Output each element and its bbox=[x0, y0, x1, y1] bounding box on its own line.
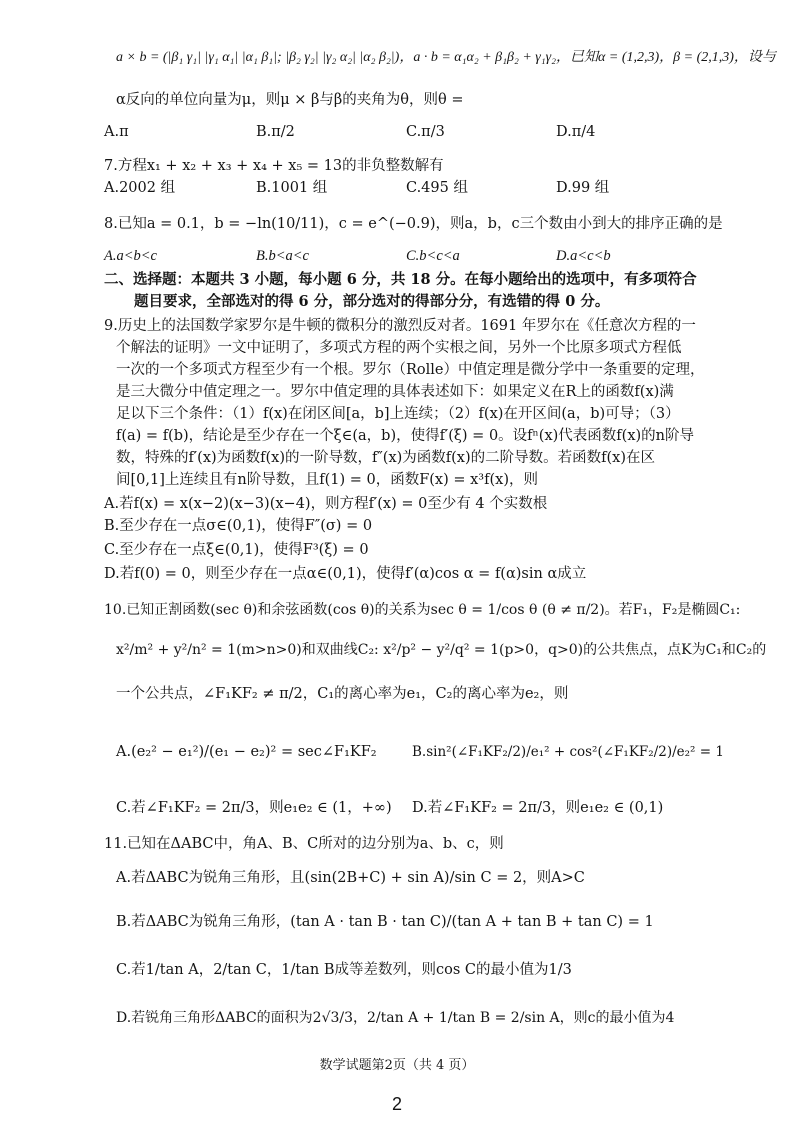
q8-option-c: C.b<c<a bbox=[406, 248, 460, 264]
q8-option-b: B.b<a<c bbox=[256, 248, 309, 264]
q8-option-a: A.a<b<c bbox=[104, 248, 157, 264]
q9-line-1: 9.历史上的法国数学家罗尔是牛顿的微积分的激烈反对者。1691 年罗尔在《任意次方程的一 bbox=[104, 318, 696, 334]
q9-option-a: A.若f(x) = x(x−2)(x−3)(x−4)，则方程f′(x) = 0至少有 4 个实数根 bbox=[104, 496, 548, 512]
q7-stem: 7.方程x₁ + x₂ + x₃ + x₄ + x₅ = 13的非负整数解有 bbox=[104, 158, 444, 174]
q9-option-c: C.至少存在一点ξ∈(0,1)，使得F³(ξ) = 0 bbox=[104, 542, 369, 558]
q6-option-d: D.π/4 bbox=[556, 124, 596, 140]
q9-line-3: 一次的一个多项式方程至少有一个根。罗尔（Rolle）中值定理是微分学中一条重要的定理， bbox=[116, 362, 705, 378]
q6-definition-line: a × b = (|β₁ γ₁| |γ₁ α₁| |α₁ β₁|; |β₂ γ₂| |γ₂ α₂| |α₂ β₂|)，a · b = α₁α₂ + β₁β₂ + γ₁γ₂，已知α = (1,2,3)，β = (2,1,3)，设与 bbox=[116, 50, 776, 65]
q7-option-a: A.2002 组 bbox=[104, 180, 176, 196]
section2-header-line2: 题目要求，全部选对的得 6 分，部分选对的得部分分，有选错的得 0 分。 bbox=[134, 293, 610, 310]
q11-option-a: A.若ΔABC为锐角三角形，且(sin(2B+C) + sin A)/sin C = 2，则A>C bbox=[116, 870, 585, 886]
q8-option-d: D.a<c<b bbox=[556, 248, 611, 264]
q6-option-b: B.π/2 bbox=[256, 124, 295, 140]
q11-option-d: D.若锐角三角形ΔABC的面积为2√3/3，2/tan A + 1/tan B = 2/sin A，则c的最小值为4 bbox=[116, 1010, 675, 1026]
q11-option-c: C.若1/tan A，2/tan C，1/tan B成等差数列，则cos C的最小值为1/3 bbox=[116, 962, 572, 978]
q10-line-1: 10.已知正割函数(sec θ)和余弦函数(cos θ)的关系为sec θ = 1/cos θ (θ ≠ π/2)。若F₁，F₂是椭圆C₁: bbox=[104, 602, 741, 618]
q9-line-8: 间[0,1]上连续且有n阶导数，且f(1) = 0，函数F(x) = x³f(x)，则 bbox=[116, 472, 538, 488]
q9-option-d: D.若f(0) = 0，则至少存在一点α∈(0,1)，使得f′(α)cos α = f(α)sin α成立 bbox=[104, 566, 587, 582]
q7-option-d: D.99 组 bbox=[556, 180, 610, 196]
q6-option-a: A.π bbox=[104, 124, 129, 140]
q10-option-d: D.若∠F₁KF₂ = 2π/3，则e₁e₂ ∈ (0,1) bbox=[412, 800, 664, 816]
q10-option-b: B.sin²(∠F₁KF₂/2)/e₁² + cos²(∠F₁KF₂/2)/e₂² = 1 bbox=[412, 744, 724, 760]
q6-stem-line: α反向的单位向量为μ，则μ × β与β的夹角为θ，则θ = bbox=[116, 92, 464, 108]
q6-option-c: C.π/3 bbox=[406, 124, 445, 140]
q9-line-4: 是三大微分中值定理之一。罗尔中值定理的具体表述如下：如果定义在R上的函数f(x)满 bbox=[116, 384, 674, 400]
q7-option-c: C.495 组 bbox=[406, 180, 468, 196]
q7-option-b: B.1001 组 bbox=[256, 180, 328, 196]
q9-option-b: B.至少存在一点σ∈(0,1)，使得F″(σ) = 0 bbox=[104, 518, 373, 534]
q11-option-b: B.若ΔABC为锐角三角形，(tan A · tan B · tan C)/(tan A + tan B + tan C) = 1 bbox=[116, 914, 654, 930]
section2-header-line1: 二、选择题：本题共 3 小题，每小题 6 分，共 18 分。在每小题给出的选项中，有多项符合 bbox=[104, 271, 697, 288]
page-footer: 数学试题第2页（共 4 页） bbox=[319, 1058, 475, 1073]
q9-line-5: 足以下三个条件：（1）f(x)在闭区间[a，b]上连续；（2）f(x)在开区间(a，b)可导；（3） bbox=[116, 406, 680, 422]
q10-line-2: x²/m² + y²/n² = 1(m>n>0)和双曲线C₂: x²/p² − y²/q² = 1(p>0，q>0)的公共焦点，点K为C₁和C₂的 bbox=[116, 642, 767, 658]
q9-line-6: f(a) = f(b)，结论是至少存在一个ξ∈(a，b)，使得f′(ξ) = 0。设fⁿ(x)代表函数f(x)的n阶导 bbox=[116, 428, 694, 444]
q10-option-a: A.(e₂² − e₁²)/(e₁ − e₂)² = sec∠F₁KF₂ bbox=[116, 744, 377, 760]
q10-option-c: C.若∠F₁KF₂ = 2π/3，则e₁e₂ ∈ (1，+∞) bbox=[116, 800, 392, 816]
q9-line-7: 数，特殊的f′(x)为函数f(x)的一阶导数，f″(x)为函数f(x)的二阶导数。若函数f(x)在区 bbox=[116, 450, 655, 466]
page-number: 2 bbox=[391, 1094, 402, 1114]
q10-line-3: 一个公共点，∠F₁KF₂ ≠ π/2，C₁的离心率为e₁，C₂的离心率为e₂，则 bbox=[116, 686, 569, 702]
q8-stem: 8.已知a = 0.1，b = −ln(10/11)，c = e^(−0.9)，则a，b，c三个数由小到大的排序正确的是 bbox=[104, 216, 723, 232]
q11-stem: 11.已知在ΔABC中，角A、B、C所对的边分别为a、b、c，则 bbox=[104, 836, 504, 852]
q9-line-2: 个解法的证明》一文中证明了，多项式方程的两个实根之间，另外一个比原多项式方程低 bbox=[116, 340, 682, 356]
